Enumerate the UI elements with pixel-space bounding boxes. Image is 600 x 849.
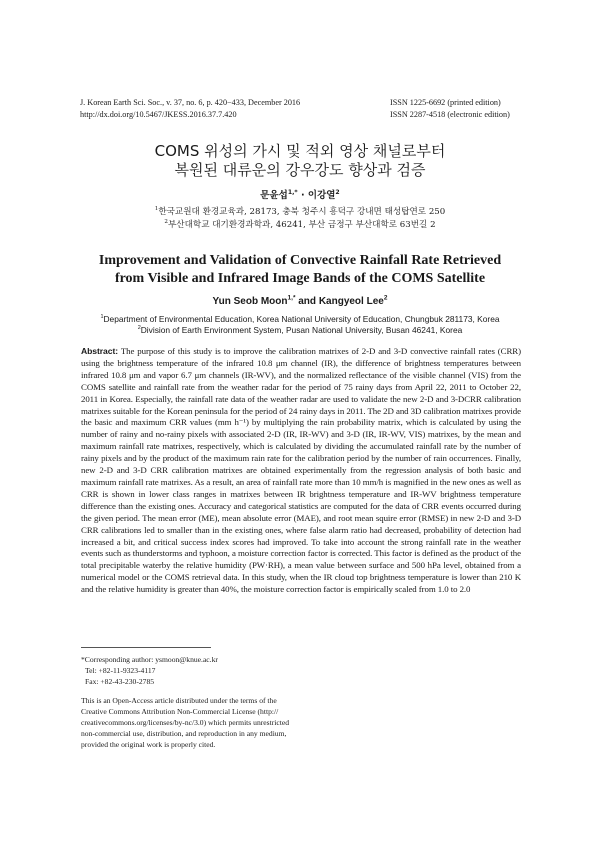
english-authors [0,296,600,307]
english-affil1-sup: 1 [100,314,104,321]
english-affiliation-2 [0,325,600,336]
korean-title [0,142,600,180]
license-line3: creativecommons.org/licenses/by-nc/3.0) which permits unrestricted [81,718,289,727]
korean-author1: 문윤섭 [260,190,288,201]
korean-affil1-text: 한국교원대 환경교육과, 28173, 충북 청주시 흥덕구 강내면 태성탑연로 250 [158,207,446,217]
english-affiliation-1 [0,314,600,325]
english-author-and: and [295,296,319,307]
english-author2-sup: 2 [383,294,388,302]
journal-citation: J. Korean Earth Sci. Soc., v. 37, no. 6, p. 420−433, December 2016 [80,98,301,107]
english-author2: Kangyeol Lee [318,296,384,307]
corresponding-email: *Corresponding author: ysmoon@knue.ac.kr [81,655,218,664]
abstract-text: The purpose of this study is to improve the calibration matrixes of 2-D and 3-D convective rainfall rates (CRR) using the brightness temperature of the infrared 10.8 μm channel (IR), the difference of brightness temperatures between infrared 10.8 μm and vapor 6.7 μm channels (IR-WV), and the normalized reflectance of the visible channel (VIS) from the COMS satellite and rainfall rate from the weather radar for the period of 75 rainy days from April 22, 2011 to October 22, 2011 in Korea. Especially, the rainfall rate data of the weather radar are used to validate the new 2-D and 3-DCRR calibration matrixes suitable for the Korean peninsula for the period of 24 rainy days in 2011. The 2D and 3D calibration matrixes provide the basic and maximum CRR values (mm h⁻¹) by multiplying the rain probability matrix, which is calculated by using the number of rainy and no-rainy pixels with associated 2-D (IR, IR-WV) and 3-D (IR, IR-WV, VIS) matrixes, by the mean and maximum rainfall rate matrixes, respectively, which is calculated by dividing the accumulated rainfall rate by the number of rainy pixels and by the product of the maximum rain rate for the calibration period by the number of rain occurrences. Finally, new 2-D and 3-D CRR calibration matrixes are obtained experimentally from the regression analysis of both basic and maximum rainfall rate matrixes. As a result, an area of rainfall rate more than 10 mm/h is magnified in the new ones as well as CRR is shown in lower class ranges in matrixes between IR brightness temperature and IR-WV brightness temperature difference than the existing ones. Accuracy and categorical statistics are computed for the data of CRR events occurred during the given period. The mean error (ME), mean absolute error (MAE), and root mean squire error (RMSE) in new 2-D and 3-D CRR calibrations led to smaller than in the existing ones, where false alarm ratio had decreased, probability of detection had increased a bit, and critical success index scores had improved. To take into account the strong rainfall rate in the weather events such as thunderstorms and typhoon, a moisture correction factor is corrected. This factor is defined as the product of the total precipitable waterby the relative humidity (PW·RH), a mean value between surface and 500 hPa level, obtained from a numerical model or the COMS retrieval data. In this study, when the IR cloud top brightness temperature is lower than 210 K and the relative humidity is greater than 40%, the moisture correction factor is empirically scaled from 1.0 to 2.0 [81,346,521,595]
issn-print: ISSN 1225-6692 (printed edition) [390,98,501,107]
journal-header [80,97,300,121]
license-line2: Creative Commons Attribution Non-Commercial License (http:// [81,707,279,716]
abstract [81,346,521,596]
english-title [0,252,600,288]
korean-author1-sup: 1,* [287,188,298,196]
license-notice [81,695,289,750]
corresponding-author-footnote [81,654,281,687]
license-line4: non-commercial use, distribution, and reproduction in any medium, [81,729,287,738]
korean-affiliation-1 [0,206,600,219]
english-affiliations [0,314,600,336]
korean-title-line1: COMS 위성의 가시 및 적외 영상 채널로부터 [154,142,446,160]
license-line5: provided the original work is properly cited. [81,740,216,749]
korean-title-line2: 복원된 대류운의 강우강도 향상과 검증 [174,161,426,179]
abstract-label: Abstract: [81,346,119,356]
korean-author2: 이강열 [307,190,336,201]
korean-author-separator: · [297,190,308,201]
doi-link[interactable]: http://dx.doi.org/10.5467/JKESS.2016.37.7.420 [80,110,237,119]
english-title-line2: from Visible and Infrared Image Bands of the COMS Satellite [114,271,486,286]
korean-affil2-sup: 2 [164,219,168,226]
footnote-divider [81,647,211,648]
korean-affil2-text: 부산대학교 대기환경과학과, 46241, 부산 금정구 부산대학로 63번길 2 [167,220,436,230]
issn-block [390,97,510,121]
license-line1: This is an Open-Access article distributed under the terms of the [81,696,277,705]
corresponding-tel: Tel: +82-11-9323-4117 [85,666,156,675]
english-author1: Yun Seob Moon [212,296,288,307]
korean-affiliation-2 [0,219,600,232]
issn-electronic: ISSN 2287-4518 (electronic edition) [390,110,510,119]
english-author1-sup-num: 1, [287,294,293,302]
korean-affil1-sup: 1 [154,206,159,213]
english-affil1-text: Department of Environmental Education, Korea National University of Education, Chungbuk 281173, Korea [103,314,500,324]
korean-author2-sup: 2 [335,188,340,196]
corresponding-star: * [292,294,296,302]
english-affil2-sup: 2 [137,325,141,332]
english-title-line1: Improvement and Validation of Convective Rainfall Rate Retrieved [98,253,502,268]
korean-affiliations [0,206,600,232]
corresponding-fax: Fax: +82-43-230-2785 [85,677,155,686]
korean-authors [0,187,600,201]
english-affil2-text: Division of Earth Environment System, Pusan National University, Busan 46241, Korea [140,325,463,335]
